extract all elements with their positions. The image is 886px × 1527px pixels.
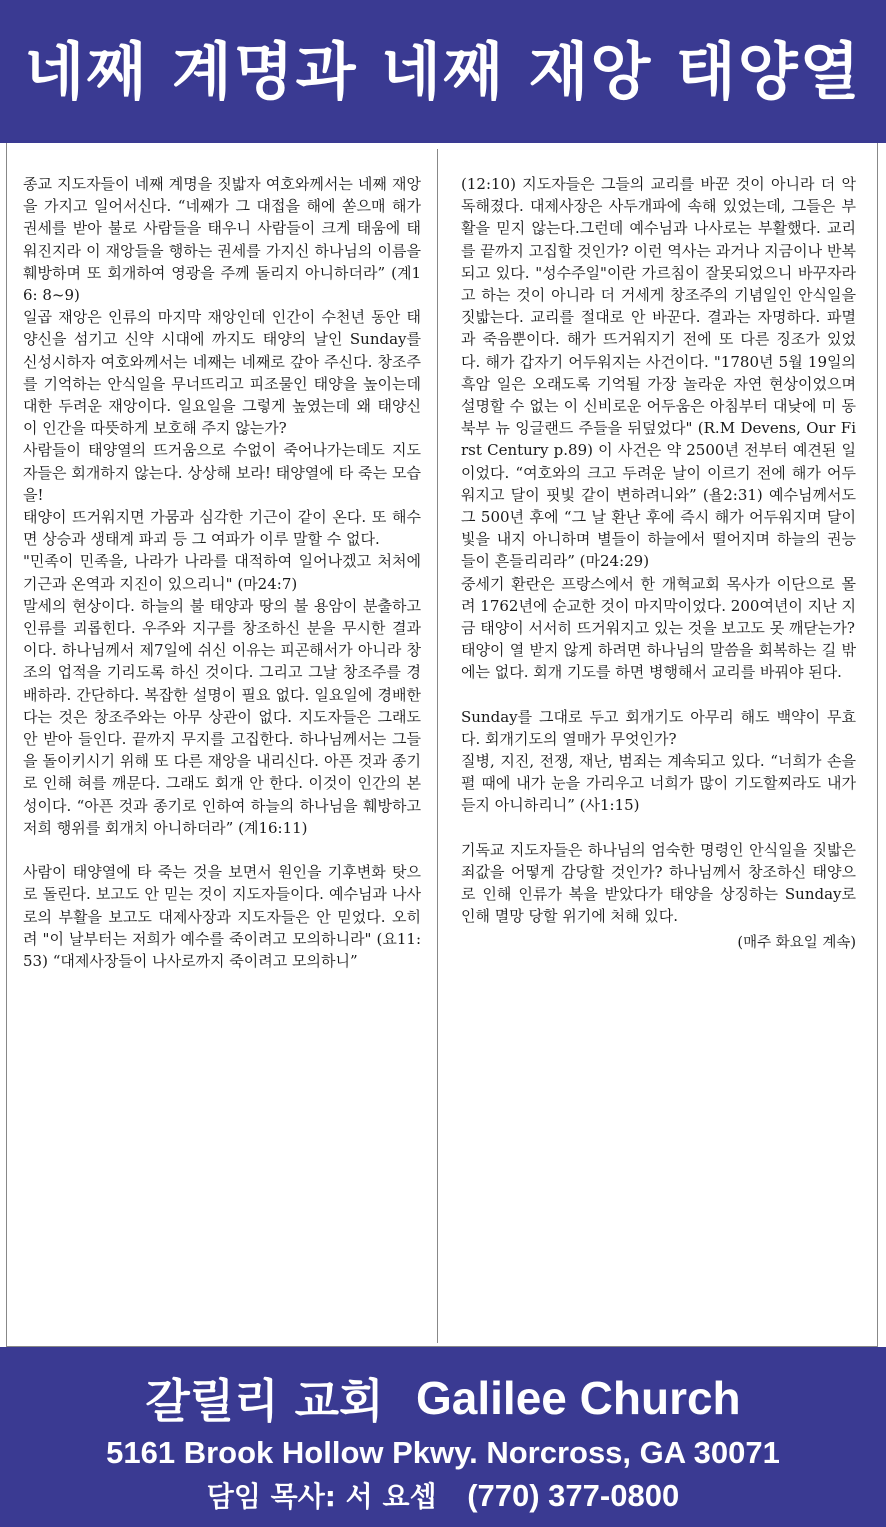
- paragraph: (12:10) 지도자들은 그들의 교리를 바꾼 것이 아니라 더 악독해졌다. 대제사장은 사두개파에 속해 있었는데, 그들은 부활을 믿지 않는다.그런데 예수님과 나사로는 부활했다. 교리를 끝까지 고집할 것인가? 이런 역사는 과거나 지금이나 반복되고 있다. "성수주일"이란 가르침이 잘못되었으니 바꾸자라고 하는 것이 아니라 더 거세게 창조주의 기념일인 안식일을 짓밟는다. 교리를 절대로 안 바꾼다. 결과는 자명하다. 파멸과 죽음뿐이다. 해가 뜨거워지기 전에 또 다른 징조가 있었다. 해가 갑자기 어두워지는 사건이다. "1780년 5월 19일의 흑암 일은 오래도록 기억될 가장 놀라운 자연 현상이었으며 설명할 수 없는 이 신비로운 어두움은 아침부터 대낮에 미 동북부 뉴 잉글랜드 주들을 뒤덮었다" (R.M Devens, Our First Century p.89) 이 사건은 약 2500년 전부터 예견된 일이었다. “여호와의 크고 두려운 날이 이르기 전에 해가 어두워지고 달이 핏빛 같이 변하려니와” (욜2:31) 예수님께서도 그 500년 후에 “그 날 환난 후에 즉시 해가 어두워지며 달이 빛을 내지 아니하며 별들이 하늘에서 떨어지며 하늘의 권능들이 흔들리리라” (마24:29): [461, 175, 856, 571]
- page-title: 네째 계명과 네째 재앙 태양열: [24, 34, 862, 108]
- pastor-name: 담임 목사: 서 요셉: [206, 1480, 437, 1513]
- article-body: [6, 143, 878, 1347]
- church-address: 5161 Brook Hollow Pkwy. Norcross, GA 30071: [106, 1435, 780, 1470]
- title-banner: [0, 0, 886, 143]
- continued-note: (매주 화요일 계속): [737, 934, 856, 951]
- article-right-column: [461, 173, 856, 954]
- church-contact: [0, 1475, 886, 1515]
- paragraph: 사람이 태양열에 타 죽는 것을 보면서 원인을 기후변화 탓으로 돌린다. 보고도 안 믿는 것이 지도자들이다. 예수님과 나사로의 부활을 보고도 대제사장과 지도자들은 안 믿었다. 오히려 "이 날부터는 저희가 예수를 죽이려고 모의하니라" (요11:53) “대제사장들이 나사로까지 죽이려고 모의하니”: [23, 863, 421, 970]
- paragraph: 태양이 열 받지 않게 하려면 하나님의 말씀을 회복하는 길 밖에는 없다. 회개 기도를 하면 병행해서 교리를 바꿔야 된다.: [461, 641, 856, 682]
- paragraph: 일곱 재앙은 인류의 마지막 재앙인데 인간이 수천년 동안 태양신을 섬기고 신약 시대에 까지도 태양의 날인 Sunday를 신성시하자 여호와께서는 네째는 네째로 갚아 주신다. 창조주를 기억하는 안식일을 무너뜨리고 피조물인 태양을 높이는데 대한 두려운 재앙이다. 일요일을 그렇게 높였는데 왜 태양신이 인간을 따뜻하게 보호해 주지 않는가?: [23, 308, 421, 438]
- phone-number: (770) 377-0800: [467, 1478, 680, 1513]
- church-name: [0, 1365, 886, 1431]
- paragraph: Sunday를 그대로 두고 회개기도 아무리 해도 백약이 무효다. 회개기도의 열매가 무엇인가?: [461, 707, 856, 748]
- article-left-column: [23, 173, 421, 972]
- column-divider: [437, 149, 438, 1343]
- paragraph: 말세의 현상이다. 하늘의 불 태양과 땅의 불 용암이 분출하고 인류를 괴롭힌다. 우주와 지구를 창조하신 분을 무시한 결과이다. 하나님께서 제7일에 쉬신 이유는 피곤해서가 아니라 창조의 업적을 기리도록 하신 것이다. 그리고 그날 창조주를 경배하라. 간단하다. 복잡한 설명이 필요 없다. 일요일에 경배한다는 것은 창조주와는 아무 상관이 없다. 지도자들은 그래도 안 받아 들인다. 끝까지 무지를 고집한다. 하나님께서는 그들을 돌이키시기 위해 또 다른 재앙을 내리신다. 아픈 것과 종기로 인해 혀를 깨문다. 그래도 회개 안 한다. 이것이 인간의 본성이다. “아픈 것과 종기로 인하여 하늘의 하나님을 훼방하고 저희 행위를 회개치 아니하더라” (계16:11): [23, 596, 421, 837]
- paragraph: 중세기 환란은 프랑스에서 한 개혁교회 목사가 이단으로 몰려 1762년에 순교한 것이 마지막이었다. 200여년이 지난 지금 태양이 서서히 뜨거워지고 있는 것을 보고도 못 깨닫는가?: [461, 574, 856, 638]
- church-name-korean: 갈릴리 교회: [145, 1374, 384, 1428]
- paragraph: 질병, 지진, 전쟁, 재난, 범죄는 계속되고 있다. “너희가 손을 펼 때에 내가 눈을 가리우고 너희가 많이 기도할찌라도 내가 듣지 아니하리니” (사1:15): [461, 752, 856, 815]
- church-footer: [0, 1347, 886, 1527]
- paragraph: 태양이 뜨거워지면 가뭄과 심각한 기근이 같이 온다. 또 해수면 상승과 생태계 파괴 등 그 여파가 이루 말할 수 없다.: [23, 508, 421, 549]
- paragraph: 기독교 지도자들은 하나님의 엄숙한 명령인 안식일을 짓밟은 죄값을 어떻게 감당할 것인가? 하나님께서 창조하신 태양으로 인해 인류가 복을 받았다가 태양을 상징하는 Sunday로 인해 멸망 당할 위기에 처해 있다.: [461, 840, 856, 926]
- paragraph: "민족이 민족을, 나라가 나라를 대적하여 일어나겠고 처처에 기근과 온역과 지진이 있으리니" (마24:7): [23, 552, 421, 593]
- paragraph: 종교 지도자들이 네째 계명을 짓밟자 여호와께서는 네째 재앙을 가지고 일어서신다. “네째가 그 대접을 해에 쏟으매 해가 권세를 받아 불로 사람들을 태우니 사람들이 크게 태움에 태워진지라 이 재앙들을 행하는 권세를 가지신 하나님의 이름을 훼방하며 또 회개하여 영광을 주께 돌리지 아니하더라” (계16: 8~9): [23, 175, 421, 305]
- church-name-english: Galilee Church: [416, 1372, 741, 1424]
- paragraph: 사람들이 태양열의 뜨거움으로 수없이 죽어나가는데도 지도자들은 회개하지 않는다. 상상해 보라! 태양열에 타 죽는 모습을!: [23, 441, 421, 504]
